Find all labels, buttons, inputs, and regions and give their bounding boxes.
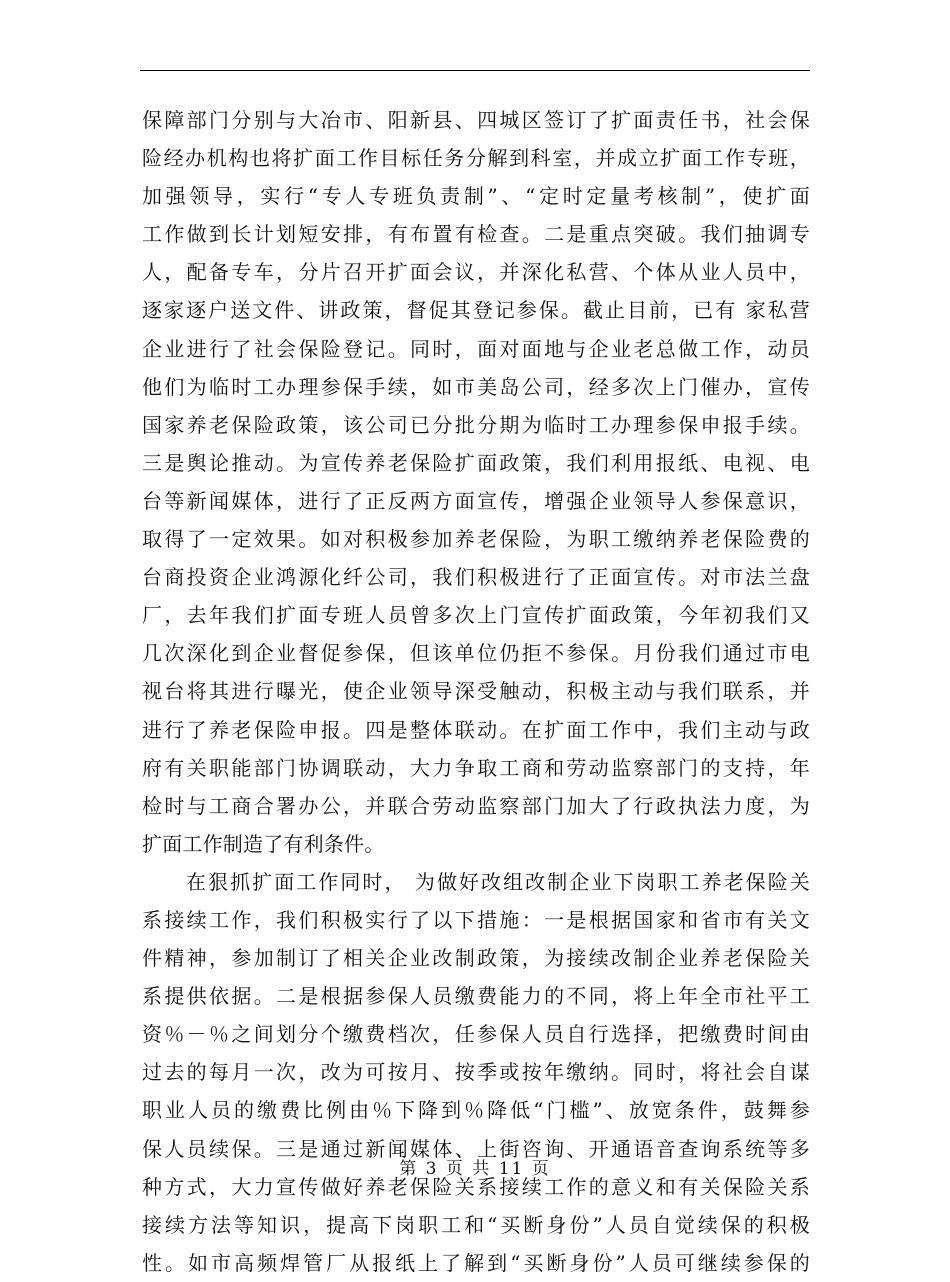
text-line: 进行了养老保险申报。四是整体联动。在扩面工作中，我们主动与政 [142, 717, 810, 742]
text-line-paragraph-start: 在狠抓扩面工作同时， 为做好改组改制企业下岗职工养老保险关 [186, 869, 810, 894]
text-line: 厂，去年我们扩面专班人员曾多次上门宣传扩面政策，今年初我们又 [142, 603, 810, 628]
text-line: 性。如市高频焊管厂从报纸上了解到“买断身份”人员可继续参保的 [142, 1250, 810, 1275]
text-line: 逐家逐户送文件、讲政策，督促其登记参保。截止目前，已有 家私营 [142, 298, 810, 323]
text-line: 三是舆论推动。为宣传养老保险扩面政策，我们利用报纸、电视、电 [142, 450, 810, 475]
text-line: 视台将其进行曝光，使企业领导深受触动，积极主动与我们联系，并 [142, 679, 810, 704]
text-line-paragraph-end: 扩面工作制造了有利条件。 [142, 831, 385, 856]
text-line: 工作做到长计划短安排，有布置有检查。二是重点突破。我们抽调专 [142, 222, 810, 247]
text-line: 种方式，大力宣传做好养老保险关系接续工作的意义和有关保险关系 [142, 1174, 810, 1199]
text-line: 保障部门分别与大冶市、阳新县、四城区签订了扩面责任书，社会保 [142, 108, 810, 132]
text-line: 几次深化到企业督促参保，但该单位仍拒不参保。月份我们通过市电 [142, 641, 810, 666]
text-line: 国家养老保险政策，该公司已分批分期为临时工办理参保申报手续。 [142, 412, 810, 437]
text-line: 他们为临时工办理参保手续，如市美岛公司，经多次上门催办，宣传 [142, 374, 810, 399]
text-line: 企业进行了社会保险登记。同时，面对面地与企业老总做工作，动员 [142, 336, 810, 361]
text-line: 台等新闻媒体，进行了正反两方面宣传，增强企业领导人参保意识， [142, 488, 810, 513]
header-rule [140, 70, 810, 71]
text-line: 资％－％之间划分个缴费档次，任参保人员自行选择，把缴费时间由 [142, 1022, 810, 1047]
text-line: 过去的每月一次，改为可按月、按季或按年缴纳。同时，将社会自谋 [142, 1060, 810, 1085]
text-line: 府有关职能部门协调联动，大力争取工商和劳动监察部门的支持，年 [142, 755, 810, 780]
text-line: 系提供依据。二是根据参保人员缴费能力的不同，将上年全市社平工 [142, 984, 810, 1009]
text-line: 人，配备专车，分片召开扩面会议，并深化私营、个体从业人员中， [142, 260, 810, 285]
text-line: 系接续工作，我们积极实行了以下措施：一是根据国家和省市有关文 [142, 907, 810, 932]
text-line: 台商投资企业鸿源化纤公司，我们积极进行了正面宣传。对市法兰盘 [142, 565, 810, 590]
text-line: 职业人员的缴费比例由％下降到％降低“门槛”、放宽条件，鼓舞参 [142, 1098, 810, 1123]
text-line: 取得了一定效果。如对积极参加养老保险，为职工缴纳养老保险费的 [142, 527, 810, 552]
text-line: 接续方法等知识，提高下岗职工和“买断身份”人员自觉续保的积极 [142, 1212, 810, 1237]
text-line: 检时与工商合署办公，并联合劳动监察部门加大了行政执法力度，为 [142, 793, 810, 818]
text-line: 险经办机构也将扩面工作目标任务分解到科室，并成立扩面工作专班， [142, 146, 810, 171]
text-line: 加强领导，实行“专人专班负责制”、“定时定量考核制”，使扩面 [142, 184, 810, 209]
text-line: 件精神，参加制订了相关企业改制政策，为接续改制企业养老保险关 [142, 946, 810, 971]
document-body [142, 101, 810, 1282]
text-line: 保人员续保。三是通过新闻媒体、上街咨询、开通语音查询系统等多 [142, 1136, 810, 1161]
page-number-footer: 第 3 页 共 11 页 [399, 1159, 551, 1179]
